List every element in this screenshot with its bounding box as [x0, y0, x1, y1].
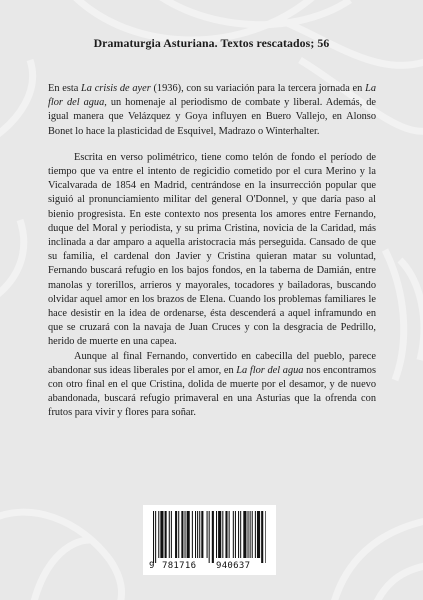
- work-title: La flor del agua: [236, 364, 304, 376]
- isbn-barcode: [143, 505, 276, 575]
- work-title: La crisis de ayer: [81, 83, 151, 94]
- work-title: La flor del agua: [48, 83, 376, 109]
- barcode-digit-group: 781716: [162, 561, 197, 571]
- text-run: (1936), con su variación para la tercera jornada en: [150, 83, 366, 94]
- text-run: En esta: [48, 83, 82, 94]
- text-run: , un homenaje al periodismo de combate y liberal. Además, de igual manera que Velázquez y Goya influyen en Buero Vallejo, en Alonso Bonet lo hace la plasticidad de Esquivel, Madrazo o Winterhalter.: [48, 97, 376, 137]
- series-heading: Dramaturgia Asturiana. Textos rescatados; 56: [93, 36, 330, 50]
- synopsis-text: [48, 82, 376, 421]
- text-run: Aunque al final Fernando, convertido en cabecilla del pueblo, parece abandonar sus ideas liberales por el amor, en: [48, 350, 376, 376]
- synopsis-paragraph: [48, 82, 376, 139]
- barcode-digit-group: 940637: [216, 561, 251, 571]
- barcode-bars: [153, 511, 266, 563]
- text-run: nos encontramos con otro final en el que Cristina, dolida de muerte por el desamor, y de nuevo abandonada, buscará refugio primaveral en una Asturias que la ofrenda con frutos para vivir y flores para soñar.: [48, 364, 377, 419]
- barcode-digit-group: 9: [149, 561, 155, 571]
- synopsis-paragraph: [48, 350, 376, 421]
- synopsis-paragraph: Escrita en verso polimétrico, tiene como telón de fondo el período de tiempo que va entre el intento de regicidio cometido por el cura Merino y la Vicalvarada de 1854 en Madrid, centrándose en la insurrección popular que siguió al pronunciamiento militar del general O'Donnel, y que daría paso al bienio progresista. En este contexto nos presenta los amores entre Fernando, duque del Moral y periodista, y su prima Cristina, novicia de la Caridad, más inclinada a dar amparo a aquella aristocracia más perseguida. Cansado de que su familia, el cardenal don Javier y Cristina quieran matar su voluntad, Fernando buscará refugio en los bajos fondos, en la taberna de Damián, entre manolas y torerillos, arrieros y mayorales, tocadores y bailadoras, buscando olvidar aquel amor en los brazos de Elena. Cuando los problemas familiares le hace desistir en la idea de ordenarse, ésta descenderá a aquel inframundo en que se cruzará con la navaja de Juan Cruces y con la desgracia de Pedrillo, herido de muerte en una capea.: [48, 151, 376, 348]
